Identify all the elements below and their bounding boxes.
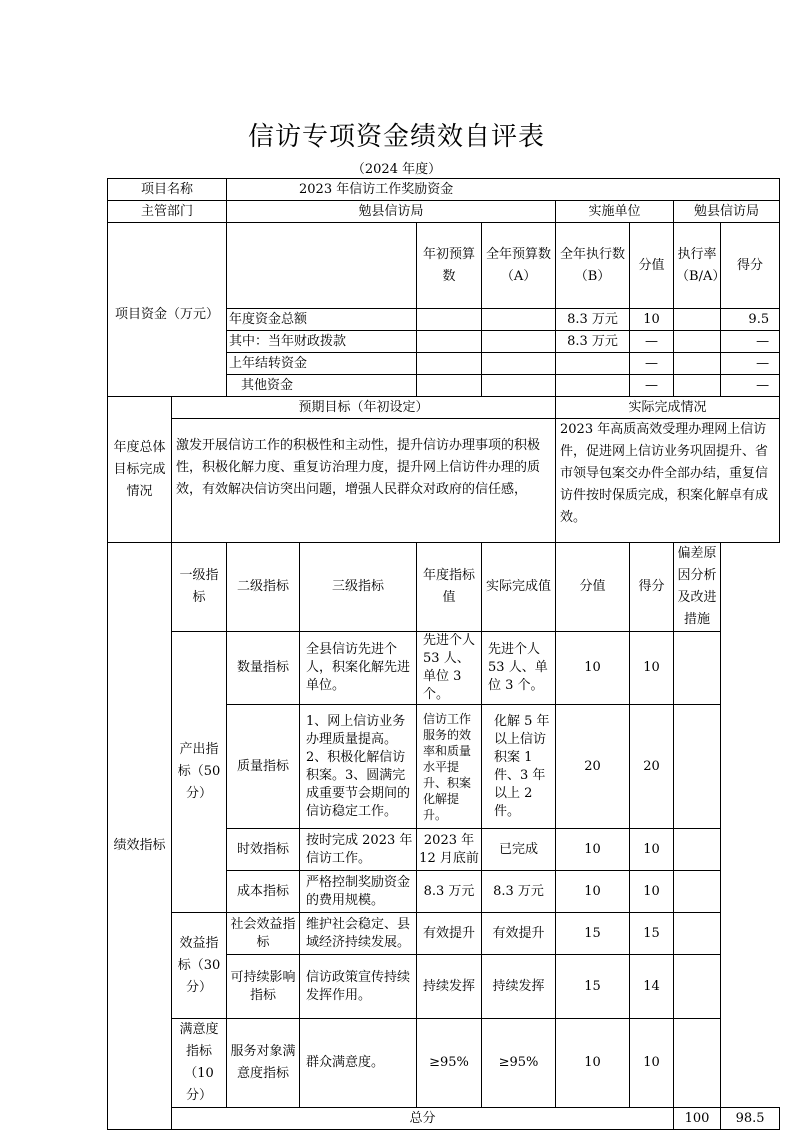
year-label: （2024 年度）	[351, 162, 442, 177]
funds-header-points: 得分	[721, 223, 780, 309]
perf-points: 10	[630, 829, 674, 871]
total-points: 98.5	[721, 1108, 780, 1130]
funds-row-points: 9.5	[721, 309, 780, 331]
perf-points: 20	[630, 705, 674, 829]
perf-level3: 群众满意度。	[300, 1019, 417, 1108]
funds-row-rate	[674, 353, 721, 375]
perf-level3: 信访政策宣传持续发挥作用。	[300, 955, 417, 1019]
project-name-value: 2023 年信访工作奖励资金	[227, 179, 780, 201]
perf-score: 20	[556, 705, 630, 829]
goals-content-row	[108, 419, 780, 543]
funds-row-exec: 8.3 万元	[556, 331, 630, 353]
perf-header-level1: 一级指标	[172, 543, 227, 632]
perf-header-reason: 偏差原因分析及改进措施	[674, 543, 721, 632]
goals-actual-header: 实际完成情况	[556, 397, 780, 419]
funds-row-initial	[417, 353, 482, 375]
funds-row-budget	[482, 375, 556, 397]
perf-points: 14	[630, 955, 674, 1019]
perf-actual: 化解 5 年以上信访积案 1 件、3 年以上 2 件。	[482, 705, 556, 829]
perf-reason	[674, 913, 721, 955]
funds-row-budget	[482, 309, 556, 331]
impl-label: 实施单位	[556, 201, 674, 223]
perf-header-level3: 三级指标	[300, 543, 417, 632]
funds-row-exec	[556, 353, 630, 375]
funds-row-budget	[482, 331, 556, 353]
dept-row	[108, 201, 780, 223]
project-row	[108, 179, 780, 201]
perf-actual: 持续发挥	[482, 955, 556, 1019]
perf-row	[108, 913, 780, 955]
perf-score: 10	[556, 829, 630, 871]
perf-level2: 数量指标	[227, 632, 300, 705]
perf-group-name: 产出指标（50 分）	[172, 632, 227, 913]
funds-header-initial: 年初预算数	[417, 223, 482, 309]
perf-group-name: 满意度指标（10 分）	[172, 1019, 227, 1108]
perf-level2: 服务对象满意度指标	[227, 1019, 300, 1108]
total-score: 100	[674, 1108, 721, 1130]
perf-reason	[674, 871, 721, 913]
dept-value: 勉县信访局	[227, 201, 556, 223]
perf-level2: 社会效益指标	[227, 913, 300, 955]
funds-header-rate: 执行率（B/A）	[674, 223, 721, 309]
funds-header-budget: 全年预算数（A）	[482, 223, 556, 309]
funds-row-score: 10	[630, 309, 674, 331]
perf-level3: 按时完成 2023 年信访工作。	[300, 829, 417, 871]
page-title: 信访专项资金绩效自评表	[247, 122, 545, 152]
perf-header-score: 分值	[556, 543, 630, 632]
goals-expected: 激发开展信访工作的积极性和主动性，提升信访办理事项的积极性，积极化解力度、重复访治理力度，提升网上信访件办理的质效，有效解决信访突出问题，增强人民群众对政府的信任感，	[172, 419, 556, 543]
perf-level3: 维护社会稳定、县域经济持续发展。	[300, 913, 417, 955]
project-name-label: 项目名称	[108, 179, 227, 201]
funds-row-exec: 8.3 万元	[556, 309, 630, 331]
funds-row-points: —	[721, 375, 780, 397]
funds-header-exec: 全年执行数（B）	[556, 223, 630, 309]
goals-expected-header: 预期目标（年初设定）	[172, 397, 556, 419]
perf-target: 持续发挥	[417, 955, 482, 1019]
funds-row-budget	[482, 353, 556, 375]
funds-row-score: —	[630, 353, 674, 375]
perf-header-points: 得分	[630, 543, 674, 632]
funds-row-rate	[674, 375, 721, 397]
perf-actual: 8.3 万元	[482, 871, 556, 913]
perf-score: 10	[556, 632, 630, 705]
perf-points: 10	[630, 632, 674, 705]
funds-row-points: —	[721, 331, 780, 353]
perf-group-name: 效益指标（30 分）	[172, 913, 227, 1019]
perf-reason	[674, 1019, 721, 1108]
perf-level2: 可持续影响指标	[227, 955, 300, 1019]
perf-actual: ≥95%	[482, 1019, 556, 1108]
perf-header-actual: 实际完成值	[482, 543, 556, 632]
perf-level2: 成本指标	[227, 871, 300, 913]
perf-header-target: 年度指标值	[417, 543, 482, 632]
perf-points: 10	[630, 1019, 674, 1108]
perf-target: ≥95%	[417, 1019, 482, 1108]
perf-score: 10	[556, 871, 630, 913]
perf-label: 绩效指标	[108, 543, 172, 1130]
impl-value: 勉县信访局	[674, 201, 780, 223]
perf-score: 15	[556, 955, 630, 1019]
perf-reason	[674, 632, 721, 705]
perf-target: 信访工作服务的效率和质量水平提升、积案化解提升。	[417, 705, 482, 829]
dept-label: 主管部门	[108, 201, 227, 223]
total-row	[108, 1108, 780, 1130]
perf-level3: 全县信访先进个人，积案化解先进单位。	[300, 632, 417, 705]
perf-target: 先进个人 53 人、单位 3 个。	[417, 632, 482, 705]
funds-row-name: 年度资金总额	[227, 309, 417, 331]
perf-points: 15	[630, 913, 674, 955]
funds-row-initial	[417, 309, 482, 331]
perf-reason	[674, 705, 721, 829]
perf-reason	[674, 829, 721, 871]
funds-row-name: 上年结转资金	[227, 353, 417, 375]
goals-actual: 2023 年高质高效受理办理网上信访件，促进网上信访业务巩固提升、省市领导包案交办件全部办结，重复信访件按时保质完成，积案化解卓有成效。	[556, 419, 780, 543]
funds-row-rate	[674, 331, 721, 353]
perf-target: 有效提升	[417, 913, 482, 955]
funds-row-name: 其中：当年财政拨款	[227, 331, 417, 353]
goals-label: 年度总体目标完成情况	[108, 397, 172, 543]
total-label: 总分	[172, 1108, 674, 1130]
funds-row-initial	[417, 331, 482, 353]
funds-row-exec	[556, 375, 630, 397]
funds-row-points: —	[721, 353, 780, 375]
perf-row	[108, 632, 780, 705]
funds-row-rate	[674, 309, 721, 331]
perf-level2: 时效指标	[227, 829, 300, 871]
evaluation-table	[107, 178, 780, 1130]
funds-header-row	[108, 223, 780, 309]
goals-header-row	[108, 397, 780, 419]
perf-actual: 已完成	[482, 829, 556, 871]
perf-reason	[674, 955, 721, 1019]
perf-score: 10	[556, 1019, 630, 1108]
perf-header-level2: 二级指标	[227, 543, 300, 632]
funds-row-score: —	[630, 331, 674, 353]
perf-target: 8.3 万元	[417, 871, 482, 913]
funds-row-name: 其他资金	[227, 375, 417, 397]
perf-actual: 有效提升	[482, 913, 556, 955]
perf-actual: 先进个人 53 人、单位 3 个。	[482, 632, 556, 705]
perf-level2: 质量指标	[227, 705, 300, 829]
funds-row-initial	[417, 375, 482, 397]
funds-row-score: —	[630, 375, 674, 397]
perf-target: 2023 年 12 月底前	[417, 829, 482, 871]
perf-level3: 1、网上信访业务办理质量提高。2、积极化解信访积案。3、圆满完成重要节会期间的信访稳定工作。	[300, 705, 417, 829]
funds-label: 项目资金（万元）	[108, 223, 227, 397]
perf-points: 10	[630, 871, 674, 913]
perf-row	[108, 1019, 780, 1108]
funds-header-score: 分值	[630, 223, 674, 309]
perf-header-row	[108, 543, 780, 632]
perf-level3: 严格控制奖励资金的费用规模。	[300, 871, 417, 913]
perf-score: 15	[556, 913, 630, 955]
